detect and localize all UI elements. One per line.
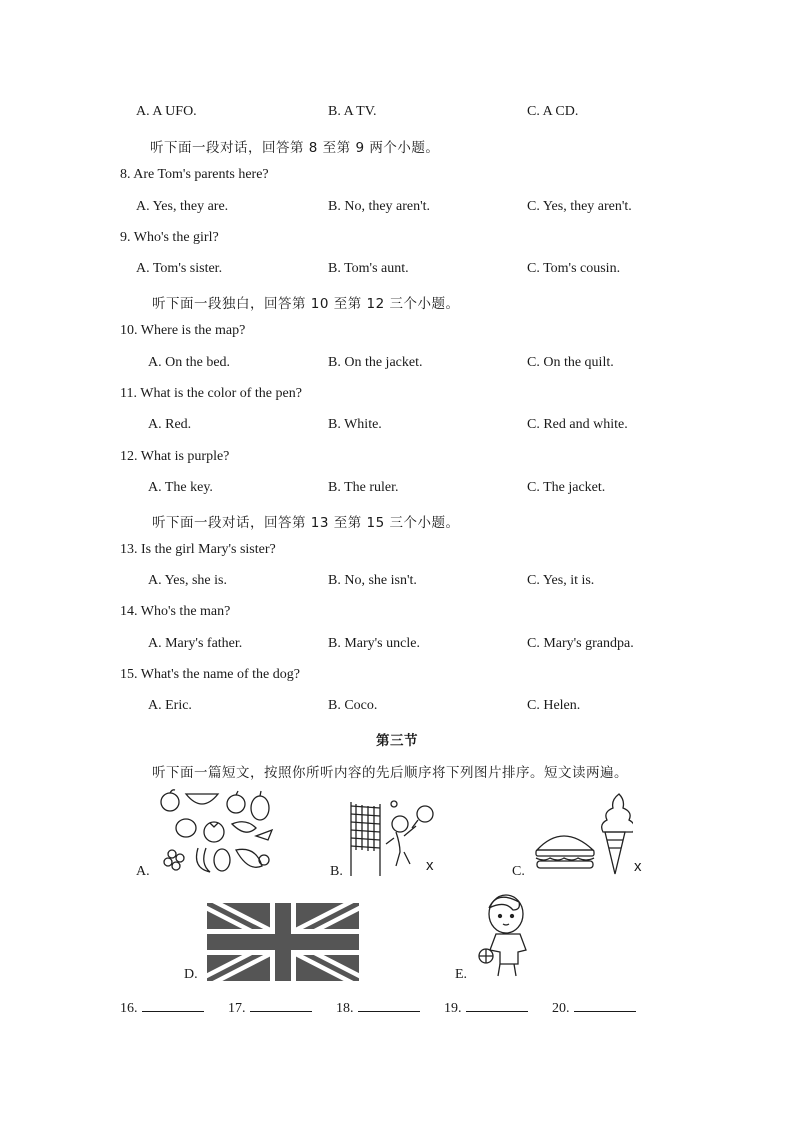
picture-b-label: B. — [330, 864, 343, 879]
question-10: 10. Where is the map? — [120, 323, 246, 338]
picture-b-mark: x — [426, 857, 434, 874]
answer-18[interactable] — [336, 999, 420, 1017]
answer-20-label: 20. — [552, 1001, 570, 1016]
question-12: 12. What is purple? — [120, 449, 230, 464]
q11-option-c: C. Red and white. — [527, 417, 628, 432]
picture-c-label: C. — [512, 864, 525, 879]
q13-option-a: A. Yes, she is. — [148, 573, 227, 588]
q13-option-c: C. Yes, it is. — [527, 573, 595, 588]
q12-option-c: C. The jacket. — [527, 480, 606, 495]
q11-option-a: A. Red. — [148, 417, 192, 432]
instruction-8-9: 听下面一段对话，回答第 8 至第 9 两个小题。 — [150, 140, 440, 156]
q12-option-a: A. The key. — [148, 480, 213, 495]
instruction-10-12: 听下面一段独白，回答第 10 至第 12 三个小题。 — [152, 296, 460, 312]
answer-18-label: 18. — [336, 1001, 354, 1016]
q10-option-c: C. On the quilt. — [527, 355, 614, 370]
answer-20[interactable] — [552, 999, 636, 1017]
q7-option-b: B. A TV. — [328, 104, 377, 119]
q14-option-b: B. Mary's uncle. — [328, 636, 420, 651]
q10-option-b: B. On the jacket. — [328, 355, 423, 370]
fruits-vegetables-picture — [156, 788, 276, 876]
picture-a-label: A. — [136, 864, 150, 879]
boy-basketball-picture — [474, 890, 534, 980]
question-11: 11. What is the color of the pen? — [120, 386, 302, 401]
answer-17-blank[interactable] — [250, 999, 312, 1012]
picture-e-label: E. — [455, 967, 468, 982]
answer-20-blank[interactable] — [574, 999, 636, 1012]
answer-19[interactable] — [444, 999, 528, 1017]
question-13: 13. Is the girl Mary's sister? — [120, 542, 276, 557]
q9-option-b: B. Tom's aunt. — [328, 261, 409, 276]
q8-option-a: A. Yes, they are. — [136, 199, 229, 214]
q8-option-c: C. Yes, they aren't. — [527, 199, 632, 214]
q15-option-a: A. Eric. — [148, 698, 192, 713]
q8-option-b: B. No, they aren't. — [328, 199, 431, 214]
uk-flag-picture — [207, 903, 359, 981]
question-8: 8. Are Tom's parents here? — [120, 167, 269, 182]
answer-19-blank[interactable] — [466, 999, 528, 1012]
picture-c-mark: x — [634, 858, 642, 875]
q10-option-a: A. On the bed. — [148, 355, 231, 370]
answer-16-blank[interactable] — [142, 999, 204, 1012]
q15-option-c: C. Helen. — [527, 698, 581, 713]
q11-option-b: B. White. — [328, 417, 382, 432]
question-14: 14. Who's the man? — [120, 604, 231, 619]
q13-option-b: B. No, she isn't. — [328, 573, 417, 588]
q9-option-a: A. Tom's sister. — [136, 261, 223, 276]
answer-18-blank[interactable] — [358, 999, 420, 1012]
section-3-title: 第三节 — [376, 733, 418, 749]
question-9: 9. Who's the girl? — [120, 230, 219, 245]
q15-option-b: B. Coco. — [328, 698, 378, 713]
answer-19-label: 19. — [444, 1001, 462, 1016]
section-3-instruction: 听下面一篇短文，按照你所听内容的先后顺序将下列图片排序。短文读两遍。 — [152, 765, 628, 781]
q14-option-c: C. Mary's grandpa. — [527, 636, 634, 651]
q12-option-b: B. The ruler. — [328, 480, 399, 495]
q7-option-a: A. A UFO. — [136, 104, 197, 119]
instruction-13-15: 听下面一段对话，回答第 13 至第 15 三个小题。 — [152, 515, 460, 531]
answer-16[interactable] — [120, 999, 204, 1017]
q7-option-c: C. A CD. — [527, 104, 579, 119]
burger-icecream-picture — [533, 788, 633, 878]
picture-d-label: D. — [184, 967, 198, 982]
q9-option-c: C. Tom's cousin. — [527, 261, 621, 276]
answer-17-label: 17. — [228, 1001, 246, 1016]
answer-16-label: 16. — [120, 1001, 138, 1016]
question-15: 15. What's the name of the dog? — [120, 667, 300, 682]
answer-17[interactable] — [228, 999, 312, 1017]
q14-option-a: A. Mary's father. — [148, 636, 243, 651]
